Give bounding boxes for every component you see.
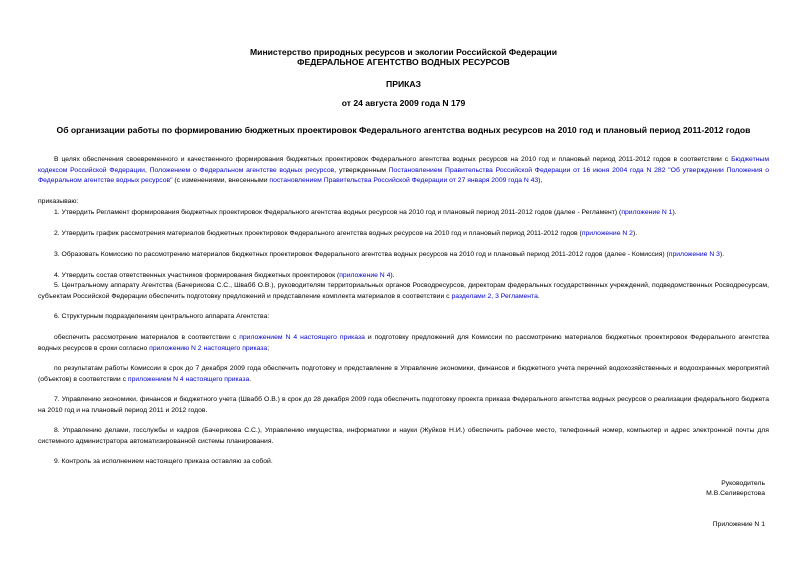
signature-position: Руководитель: [721, 480, 765, 487]
doc-type-heading: ПРИКАЗ: [386, 79, 421, 89]
appendix-4-link[interactable]: приложение N 4: [339, 272, 391, 279]
item-1: 1. Утвердить Регламент формирования бюджетных проектировок Федерального агентства водных ресурсов на 2010 год и плановый период 2011-2012 годов (далее - Регламент) (приложение N 1).: [54, 209, 677, 216]
intro-paragraph: В целях обеспечения своевременного и качественного формирования бюджетных проектировок Федерального агентства водных ресурсов на 2010 год и плановый период 2011-2012 годов в соответствии с Бюджетным кодексом Российской Федерации, Положением о Федеральном агентстве водных ресурсов, утвержденным Постановлением Правительства Российской Федерации от 16 июня 2004 года N 282 "Об утверждении Положения о Федеральном агентстве водных ресурсов" (с изменениями, внесенными постановлением Правительства Российской Федерации от 27 января 2009 года N 43),: [38, 156, 769, 184]
appendix-label: Приложение N 1: [712, 521, 765, 528]
item-9: 9. Контроль за исполнением настоящего приказа оставляю за собой.: [54, 458, 273, 465]
appendix-1-link[interactable]: приложение N 1: [621, 209, 673, 216]
budget-code-link[interactable]: Бюджетным кодексом Российской Федерации: [38, 156, 769, 174]
item-7: 7. Управлению экономики, финансов и бюджетного учета (Швабб О.В.) в срок до 28 декабря 2009 года обеспечить подготовку проекта приказа Федерального агентства водных ресурсов о реализации федерального бюджета на 2010 год и на плановый период 2011 и 2012 годов.: [38, 396, 769, 414]
appendix-2-order-link[interactable]: приложению N 2 настоящего приказа: [149, 344, 268, 352]
appendix-3-link[interactable]: приложение N 3: [668, 251, 720, 258]
regulation-link[interactable]: Положением о Федеральном агентстве водных ресурсов: [149, 166, 335, 174]
item-6a: обеспечить рассмотрение материалов в соответствии с приложением N 4 настоящего приказа и подготовку предложений для Комиссии по рассмотрению материалов бюджетных проектировок Федерального агентства водных ресурсов в сроки согласно приложению N 2 настоящего приказа;: [38, 334, 769, 352]
appendix-2-link[interactable]: приложение N 2: [581, 230, 633, 237]
item-3: 3. Образовать Комиссию по рассмотрению материалов бюджетных проектировок Федерального агентства водных ресурсов на 2010 год и плановый период 2011-2012 годов (далее - Комиссия) (приложение N 3).: [54, 251, 725, 258]
item-6b: по результатам работы Комиссии в срок до 7 декабря 2009 года обеспечить подготовку и представление в Управление экономики, финансов и бюджетного учета перечней водохозяйственных и водоохранных мероприятий (объектов) в соответствии с приложением N 4 настоящего приказа.: [38, 365, 769, 383]
item-4: 4. Утвердить состав ответственных участников формирования бюджетных проектировок (приложение N 4).: [54, 272, 395, 279]
signature-name: М.В.Селиверстова: [706, 490, 765, 497]
item-8: 8. Управлению делами, госслужбы и кадров (Бачерикова С.С.), Управлению имущества, информатики и науки (Жуйков Н.И.) обеспечить рабочее место, телефонный номер, компьютер и адрес электронной почты для системного администратора автоматизированной системы планирования.: [38, 427, 769, 445]
item-2: 2. Утвердить график рассмотрения материалов бюджетных проектировок Федерального агентства водных ресурсов на 2010 год и плановый период 2011-2012 годов (приложение N 2).: [54, 230, 638, 237]
doc-date-heading: от 24 августа 2009 года N 179: [341, 98, 466, 108]
resolution-282-link[interactable]: Постановлением Правительства Российской Федерации от 16 июня 2004 года N 282 "Об утверждении Положения о Федеральном агентстве водных ресурсов": [38, 166, 769, 184]
resolution-43-link[interactable]: постановлением Правительства Российской Федерации от 27 января 2009 года N 43: [269, 177, 539, 184]
doc-title: Об организации работы по формированию бюджетных проектировок Федерального агентства водных ресурсов на 2010 год и плановый период 2011-2012 годов: [56, 125, 751, 135]
agency-heading: ФЕДЕРАЛЬНОЕ АГЕНТСТВО ВОДНЫХ РЕСУРСОВ: [297, 57, 510, 67]
item-5: 5. Центральному аппарату Агентства (Бачерикова С.С., Швабб О.В.), руководителям территориальных органов Росводресурсов, директорам федеральных государственных учреждений, подведомственных Росводресурсам, субъектам Российской Федерации обеспечить подготовку предложений и представление комплекта материалов в соответствии с разделами 2, 3 Регламента.: [38, 282, 769, 300]
item-6: 6. Структурным подразделениям центрального аппарата Агентства:: [54, 313, 270, 320]
prikazyvayu-text: приказываю:: [38, 198, 79, 205]
appendix-4-order-link-2[interactable]: приложением N 4 настоящего приказа: [127, 375, 250, 383]
appendix-4-order-link[interactable]: приложением N 4 настоящего приказа: [239, 334, 365, 341]
ministry-heading: Министерство природных ресурсов и экологии Российской Федерации: [250, 47, 557, 57]
regulation-sections-link[interactable]: разделами 2, 3 Регламента: [451, 292, 538, 300]
